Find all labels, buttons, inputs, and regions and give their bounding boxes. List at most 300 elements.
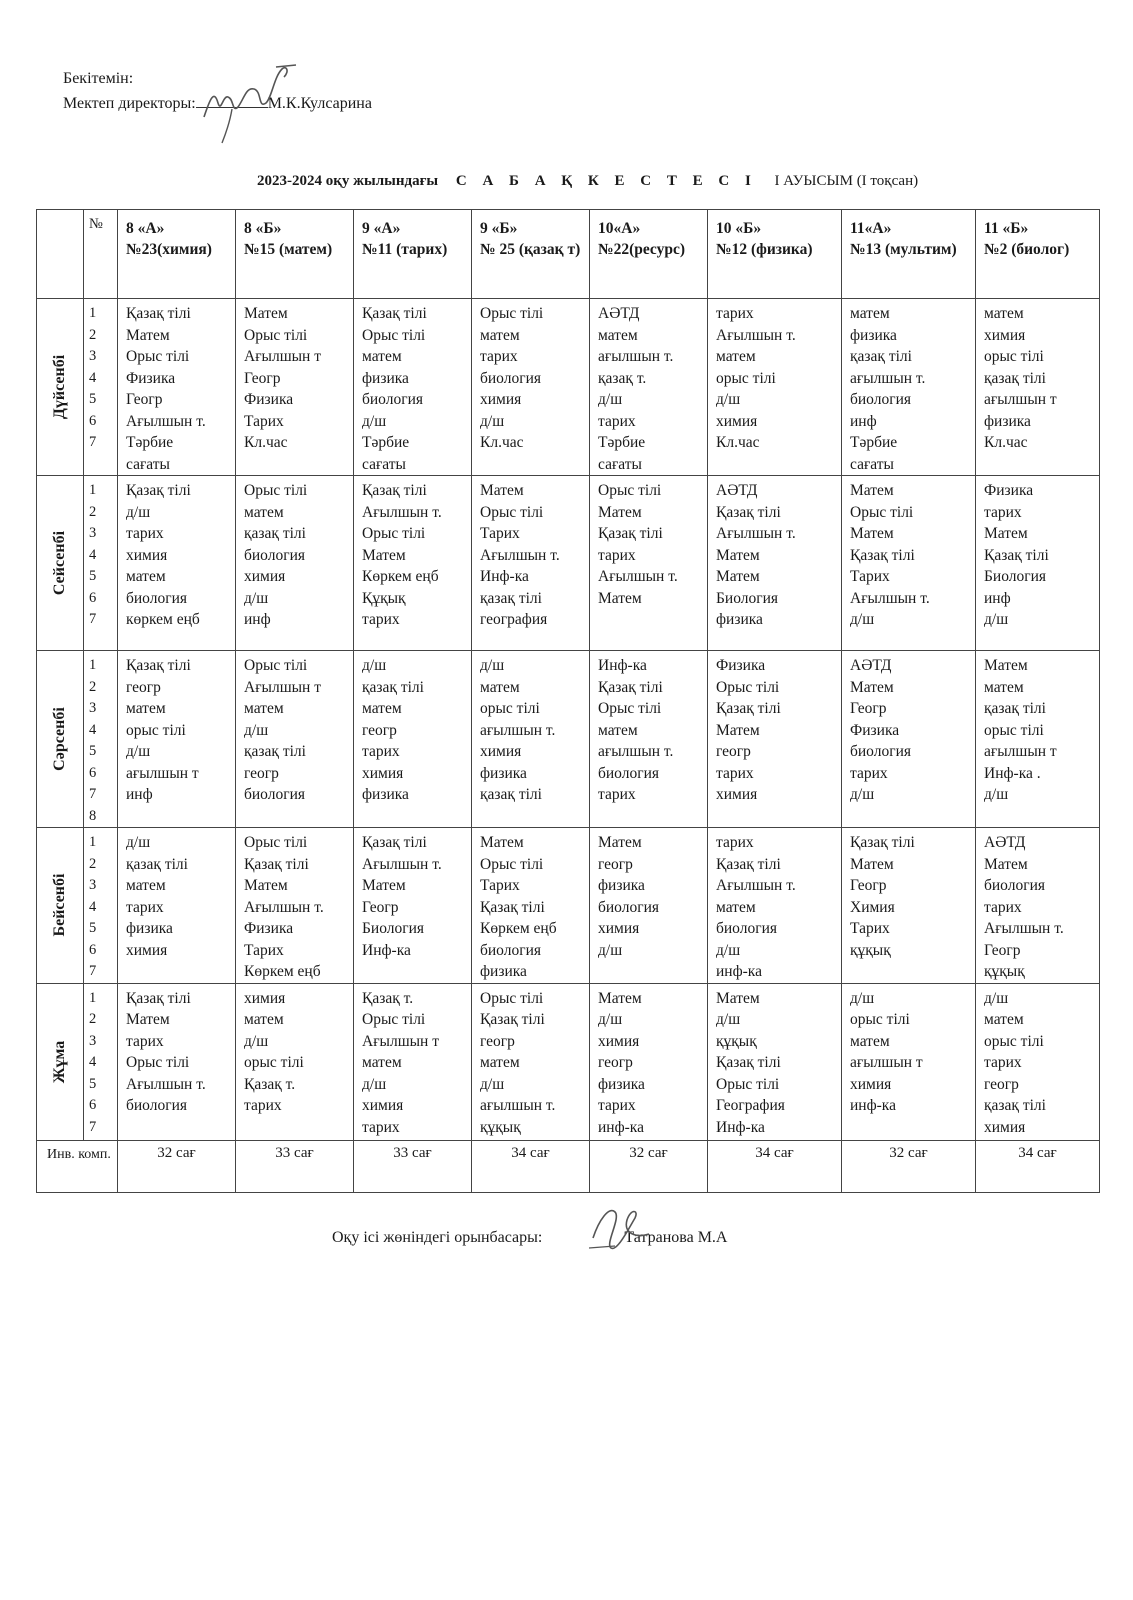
subject: химия [480,743,522,760]
subject: д/ш [984,786,1009,803]
class-header [842,210,976,299]
subject: қазақ тілі [362,678,424,696]
day-label: Сейсенбі [51,530,68,596]
subject: химия [850,1075,892,1093]
subject: Тарих [480,525,520,542]
class-name: 9 «Б» [480,220,518,237]
subject: Ағылшын т. [362,503,442,521]
subject: д/ш [126,503,151,521]
subject: Тарих [850,568,890,585]
hours-total: 34 сағ [976,1140,1100,1192]
lesson-cell [354,983,472,1140]
subject: орыс тілі [244,1054,304,1071]
subject: инф-ка [850,1097,896,1114]
class-header [708,210,842,299]
subject: д/ш [244,721,269,739]
corner-cell [37,210,84,299]
subject: матем [984,1011,1024,1028]
lesson-number: 1 [89,989,97,1006]
subject: Қазақ т. [362,989,414,1007]
lesson-cell [708,476,842,651]
class-room: №11 (тарих) [362,241,448,258]
class-header [472,210,590,299]
subject: матем [244,700,284,717]
subject: Матем [598,989,642,1007]
subject: Кл.час [716,434,760,451]
lesson-number: 3 [89,700,97,716]
hours-total: 32 сағ [842,1140,976,1192]
subject: ағылшын т. [480,1097,556,1114]
class-header [118,210,236,299]
subject: д/ш [850,611,875,628]
subject: д/ш [362,412,387,430]
subject: Қазақ тілі [362,482,427,499]
subject: биология [598,764,659,782]
lesson-number: 2 [89,326,97,343]
subject: орыс тілі [850,1011,910,1028]
lesson-cell [354,651,472,828]
subject: Ағылшын т. [362,855,442,873]
subject: Биология [984,568,1047,585]
lesson-cell [708,983,842,1140]
subject: қазақ тілі [244,525,306,542]
subject: тарих [598,786,636,803]
subject: Қазақ т. [244,1075,296,1093]
subject: д/ш [850,989,875,1007]
subject: химия [126,546,168,564]
subject: химия [984,1118,1026,1136]
subject: Матем [362,546,406,564]
subject: Ағылшын т. [850,589,930,607]
class-name: 8 «А» [126,220,165,237]
day-cell [37,651,84,828]
lesson-number: 4 [89,546,97,563]
deputy-label: Оқу ісі жөніндегі орынбасары: [332,1229,543,1246]
subject: Матем [850,482,894,499]
subject: физика [362,786,409,803]
deputy-signature-icon [585,1198,655,1258]
subject: д/ш [480,1075,505,1093]
subject: д/ш [126,743,151,760]
subject: Матем [598,589,642,607]
subject: Физика [244,391,294,408]
subject: д/ш [480,412,505,430]
subject: құқық [480,1118,521,1136]
subject: д/ш [362,1075,387,1093]
subject: ағылшын т. [598,348,674,365]
subject: орыс тілі [716,369,776,387]
subject: Орыс тілі [244,657,308,674]
lesson-number: 3 [89,348,97,364]
class-room: №23(химия) [126,241,212,258]
class-header [236,210,354,299]
subject: Матем [480,834,524,851]
subject: тарих [126,1032,164,1050]
subject: Матем [716,989,760,1007]
subject: биология [244,546,305,564]
lesson-cell [976,651,1100,828]
subject: Матем [716,721,760,739]
subject: Матем [362,877,406,894]
lesson-number: 3 [89,1032,97,1049]
subject: химия [598,1032,640,1050]
lesson-number: 4 [89,898,97,915]
subject: Орыс тілі [362,1011,426,1028]
subject: физика [362,369,409,387]
class-name: 10«А» [598,220,641,237]
subject: Матем [850,678,894,696]
lesson-number: 5 [89,743,97,759]
subject: Биология [362,920,425,937]
subject: Қазақ тілі [244,855,309,873]
subject: Тарих [244,412,284,430]
subject: тарих [244,1097,282,1114]
subject: сағаты [362,455,406,473]
subject: Тәрбие [598,434,646,451]
lesson-cell [708,299,842,476]
lesson-number: 7 [89,963,97,979]
subject: матем [244,503,284,521]
subject: АӘТД [716,482,758,499]
subject: Инф-ка [598,657,647,674]
lesson-cell [354,299,472,476]
subject: матем [850,1032,890,1050]
subject: Биология [716,589,779,607]
subject: биология [850,743,911,760]
subject: Ағылшын т. [244,898,324,916]
subject: Ағылшын т. [716,877,796,894]
lesson-cell [708,651,842,828]
subject: тарих [362,611,400,628]
subject: Матем [716,568,760,585]
subject: геогр [598,1054,633,1071]
subject: Тарих [850,920,890,937]
subject: тарих [126,525,164,542]
subject: Ағылшын т. [480,546,560,564]
subject: Орыс тілі [598,700,662,717]
lesson-cell [118,828,236,984]
lesson-cell [842,983,976,1140]
subject: биология [984,877,1045,894]
subject: тарих [984,503,1022,521]
class-room: №2 (биолог) [984,241,1070,258]
subject: тарих [598,412,636,430]
subject: Орыс тілі [716,678,780,696]
subject: химия [716,786,758,803]
day-row [37,983,1100,1140]
class-name: 9 «А» [362,220,401,237]
deputy-name: Татранова М.А [624,1229,728,1246]
subject: геогр [126,678,161,696]
header-row [37,210,1100,299]
subject: Орыс тілі [480,989,544,1007]
subject: Тәрбие [362,434,410,451]
hours-total: 32 сағ [118,1140,236,1192]
class-name: 11«А» [850,220,892,237]
subject: Матем [984,855,1028,873]
subject: химия [716,412,758,430]
class-header [976,210,1100,299]
class-header [354,210,472,299]
subject: д/ш [716,941,741,959]
class-room: №12 (физика) [716,241,813,258]
subject: физика [126,920,173,937]
subject: Физика [244,920,294,937]
subject: физика [716,611,763,628]
subject: Орыс тілі [126,1054,190,1071]
subject: физика [598,1075,645,1093]
subject: Ағылшын т. [984,920,1064,937]
subject: АӘТД [850,657,892,674]
subject: инф [244,611,271,628]
class-room: №15 (матем) [244,241,333,258]
subject: Қазақ тілі [126,989,191,1007]
lesson-cell [472,828,590,984]
lesson-cell [118,476,236,651]
subject: Қазақ тілі [716,1054,781,1071]
subject: матем [362,700,402,717]
class-name: 11 «Б» [984,220,1029,237]
subject: қазақ тілі [480,786,542,803]
subject: АӘТД [984,834,1026,851]
subject: Орыс тілі [716,1075,780,1093]
subject: Қазақ тілі [126,305,191,322]
subject: Қазақ тілі [126,482,191,499]
subject: Физика [984,482,1034,499]
lesson-number: 8 [89,807,97,824]
subject: қазақ тілі [480,589,542,607]
director-line [63,91,372,116]
subject: Ағылшын т. [126,1075,206,1093]
day-row [37,299,1100,476]
subject: Матем [598,503,642,521]
subject: Ағылшын т [362,1032,439,1050]
subject: д/ш [362,657,387,674]
subject: Ағылшын т [244,678,321,696]
lesson-number: 6 [89,412,97,429]
director-name: М.К.Кулсарина [267,95,372,112]
subject: Көркем еңб [244,963,321,980]
subject: орыс тілі [984,348,1044,365]
lesson-number: 6 [89,589,97,606]
subject: химия [362,1097,404,1114]
subject: физика [480,963,527,980]
subject: биология [362,391,423,408]
lesson-number: 7 [89,611,97,627]
subject: инф-ка [598,1118,644,1136]
subject: Геогр [850,877,887,894]
subject: биология [598,898,659,916]
lesson-number: 2 [89,855,97,872]
lesson-number: 5 [89,1075,97,1092]
subject: Химия [850,898,895,916]
lesson-cell [236,828,354,984]
class-name: 10 «Б» [716,220,762,237]
subject: Геогр [984,941,1021,959]
subject: Ағылшын т [244,348,321,365]
subject: геогр [480,1032,515,1050]
subject: Матем [984,657,1028,674]
subject: тарих [716,305,754,322]
lesson-number: 2 [89,1011,97,1027]
subject: Тәрбие [850,434,898,451]
subject: матем [480,1054,520,1071]
subject: Орыс тілі [244,834,308,851]
lesson-number: 3 [89,525,97,541]
lesson-number: 4 [89,1054,97,1070]
lesson-cell [354,476,472,651]
lesson-cell [842,299,976,476]
hours-total: 33 сағ [236,1140,354,1192]
lesson-cell [976,476,1100,651]
subject: матем [362,348,402,365]
hours-total: 32 сағ [590,1140,708,1192]
subject: химия [126,941,168,959]
subject: инф [984,589,1011,607]
subject: Геогр [244,369,281,387]
hours-total: 34 сағ [472,1140,590,1192]
subject: матем [984,678,1024,696]
lesson-cell [976,299,1100,476]
footer-row [37,1140,1100,1192]
subject: геогр [244,764,279,782]
subject: қазақ тілі [984,369,1046,387]
subject: ағылшын т [984,391,1057,408]
day-row [37,476,1100,651]
subject: тарих [984,898,1022,916]
subject: геогр [598,855,633,873]
subject: қазақ тілі [984,1097,1046,1114]
title-quarter: (І тоқсан) [856,173,919,189]
lesson-cell [118,299,236,476]
subject: Қазақ тілі [984,546,1049,564]
subject: Қазақ тілі [716,503,781,521]
subject: тарих [362,743,400,760]
subject: тарих [362,1118,400,1136]
subject: ағылшын т [126,764,199,782]
subject: Инф-ка [480,568,529,585]
lesson-cell [590,828,708,984]
subject: матем [984,305,1024,322]
subject: матем [850,305,890,322]
subject: геогр [984,1075,1019,1093]
subject: Матем [850,525,894,542]
lesson-number: 5 [89,568,97,584]
day-label: Сәрсенбі [51,707,68,771]
lesson-number: 1 [89,657,97,673]
subject: д/ш [716,391,741,408]
subject: физика [984,412,1031,430]
subject: география [480,611,548,628]
subject: биология [480,369,541,387]
lesson-cell [118,651,236,828]
subject: матем [480,678,520,696]
subject: Инф-ка [362,941,411,959]
subject: ағылшын т. [480,721,556,739]
subject: қазақ тілі [850,348,912,365]
subject: Инф-ка [716,1118,765,1136]
lesson-cell [118,983,236,1140]
subject: д/ш [850,786,875,803]
lesson-cell [976,828,1100,984]
subject: Матем [126,326,170,344]
subject: Тәрбие [126,434,174,451]
subject: химия [244,989,286,1007]
subject: Орыс тілі [244,482,308,499]
approval-label: Бекітемін: [63,70,134,87]
subject: химия [598,920,640,937]
lesson-numbers [84,983,118,1140]
lesson-cell [236,651,354,828]
subject: орыс тілі [126,721,186,739]
subject: Қазақ тілі [850,546,915,564]
subject: Матем [716,546,760,564]
lesson-cell [472,299,590,476]
lesson-numbers [84,299,118,476]
subject: д/ш [126,834,151,851]
subject: д/ш [480,657,505,674]
subject: д/ш [984,989,1009,1007]
subject: д/ш [244,589,269,607]
subject: Қазақ тілі [126,657,191,674]
day-row [37,651,1100,828]
subject: Геогр [850,700,887,717]
lesson-cell [590,651,708,828]
subject: матем [126,568,166,585]
deputy-line [332,1229,727,1247]
subject: Орыс тілі [480,503,544,521]
subject: Қазақ тілі [598,678,663,696]
subject: физика [850,326,897,344]
subject: көркем еңб [126,611,200,628]
lesson-number: 7 [89,1118,97,1135]
subject: Матем [480,482,524,499]
subject: д/ш [598,1011,623,1028]
subject: химия [984,326,1026,344]
subject: д/ш [716,1011,741,1028]
lesson-number: 7 [89,786,97,802]
subject: матем [716,348,756,365]
subject: қазақ тілі [244,743,306,760]
lesson-numbers [84,476,118,651]
subject: Орыс тілі [480,855,544,873]
lesson-number: 1 [89,482,97,498]
schedule-table [36,209,1100,1193]
subject: ағылшын т. [598,743,674,760]
subject: Қазақ тілі [362,834,427,851]
lesson-cell [842,651,976,828]
subject: биология [244,786,305,803]
subject: ағылшын т [984,743,1057,760]
subject: химия [244,568,286,585]
subject: Орыс тілі [480,305,544,322]
subject: Инф-ка . [984,764,1041,782]
subject: орыс тілі [984,721,1044,739]
subject: Геогр [126,391,163,408]
subject: Матем [244,877,288,894]
subject: Матем [126,1011,170,1028]
day-cell [37,299,84,476]
subject: Орыс тілі [850,503,914,521]
subject: Көркем еңб [362,568,439,585]
subject: ағылшын т. [850,369,926,387]
subject: Физика [716,657,766,674]
subject: тарих [850,764,888,782]
subject: тарих [716,834,754,851]
subject: Орыс тілі [598,482,662,499]
subject: биология [850,391,911,408]
subject: Геогр [362,898,399,916]
